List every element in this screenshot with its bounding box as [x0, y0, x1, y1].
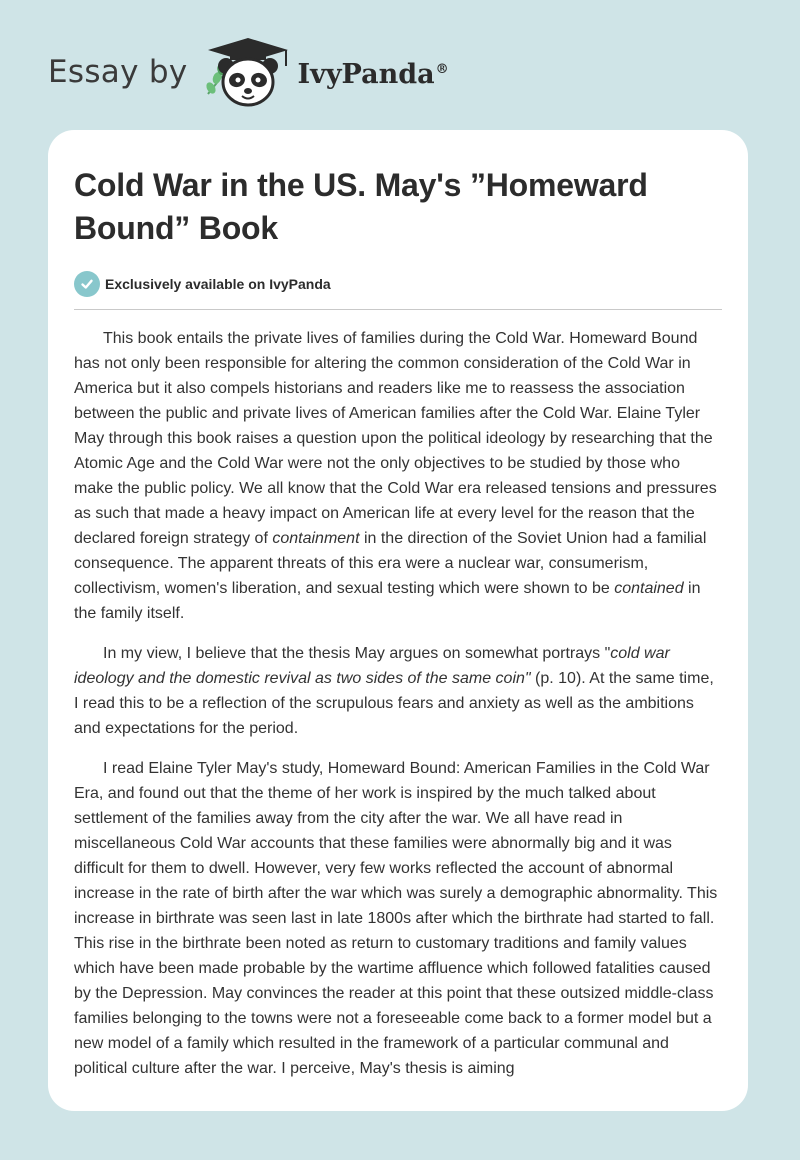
checkmark-icon [74, 271, 100, 297]
essay-card [48, 130, 748, 1111]
essay-title: Cold War in the US. May's ”Homeward Bound” Book [74, 167, 648, 246]
registered-mark: ® [435, 61, 449, 77]
paragraph: I read Elaine Tyler May's study, Homeward Bound: American Families in the Cold War Era, and found out that the theme of her work is inspired by the much talked about settlement of the families away from the city after the war. We all have read in miscellaneous Cold War accounts that these families were abnormally big and it was difficult for them to dwell. However, very few works reflected the account of abnormal increase in the rate of birth after the war which was surely a demographic abnormality. This increase in birthrate was seen last in late 1800s after which the birthrate had started to fall. This rise in the birthrate been noted as return to customary traditions and family values which have been made probable by the wartime affluence which followed fatalities caused by the Depression. May convinces the reader at this point that these outsized middle-class families belonging to the towns were not a foreseeable come back to a former model but a new model of a family which resulted in the framework of a particular communal and political culture after the war. I perceive, May's thesis is aiming [74, 760, 718, 1077]
brand-name[interactable]: IvyPanda® [297, 58, 449, 90]
brand-header [48, 36, 449, 108]
paragraph: This book entails the private lives of families during the Cold War. Homeward Bound has not only been responsible for altering the common consideration of the Cold War in America but it also compels historians and readers like me to reassess the association between the public and private lives of American families after the Cold War. Elaine Tyler May through this book raises a question upon the political ideology by researching that the Atomic Age and the Cold War were not the only objectives to be studied by those who make the public policy. We all know that the Cold War era released tensions and pressures as such that made a heavy impact on American life at every level for the reason that the declared foreign strategy of containment in the direction of the Soviet Union had a familial consequence. The apparent threats of this era were a nuclear war, consumerism, collectivism, women's liberation, and sexual testing which were shown to be contained in the family itself. [74, 330, 717, 622]
divider [74, 309, 722, 310]
brand-prefix: Essay by [48, 54, 188, 90]
badge-label: Exclusively available on IvyPanda [105, 276, 331, 292]
panda-logo-icon[interactable] [202, 36, 294, 108]
paragraph: In my view, I believe that the thesis May argues on somewhat portrays "cold war ideology and the domestic revival as two sides of the same coin" (p. 10). At the same time, I read this to be a reflection of the scrupulous fears and anxiety as well as the ambitions and expectations for the period. [74, 645, 714, 737]
exclusive-badge [74, 271, 722, 297]
essay-body [74, 326, 722, 1081]
